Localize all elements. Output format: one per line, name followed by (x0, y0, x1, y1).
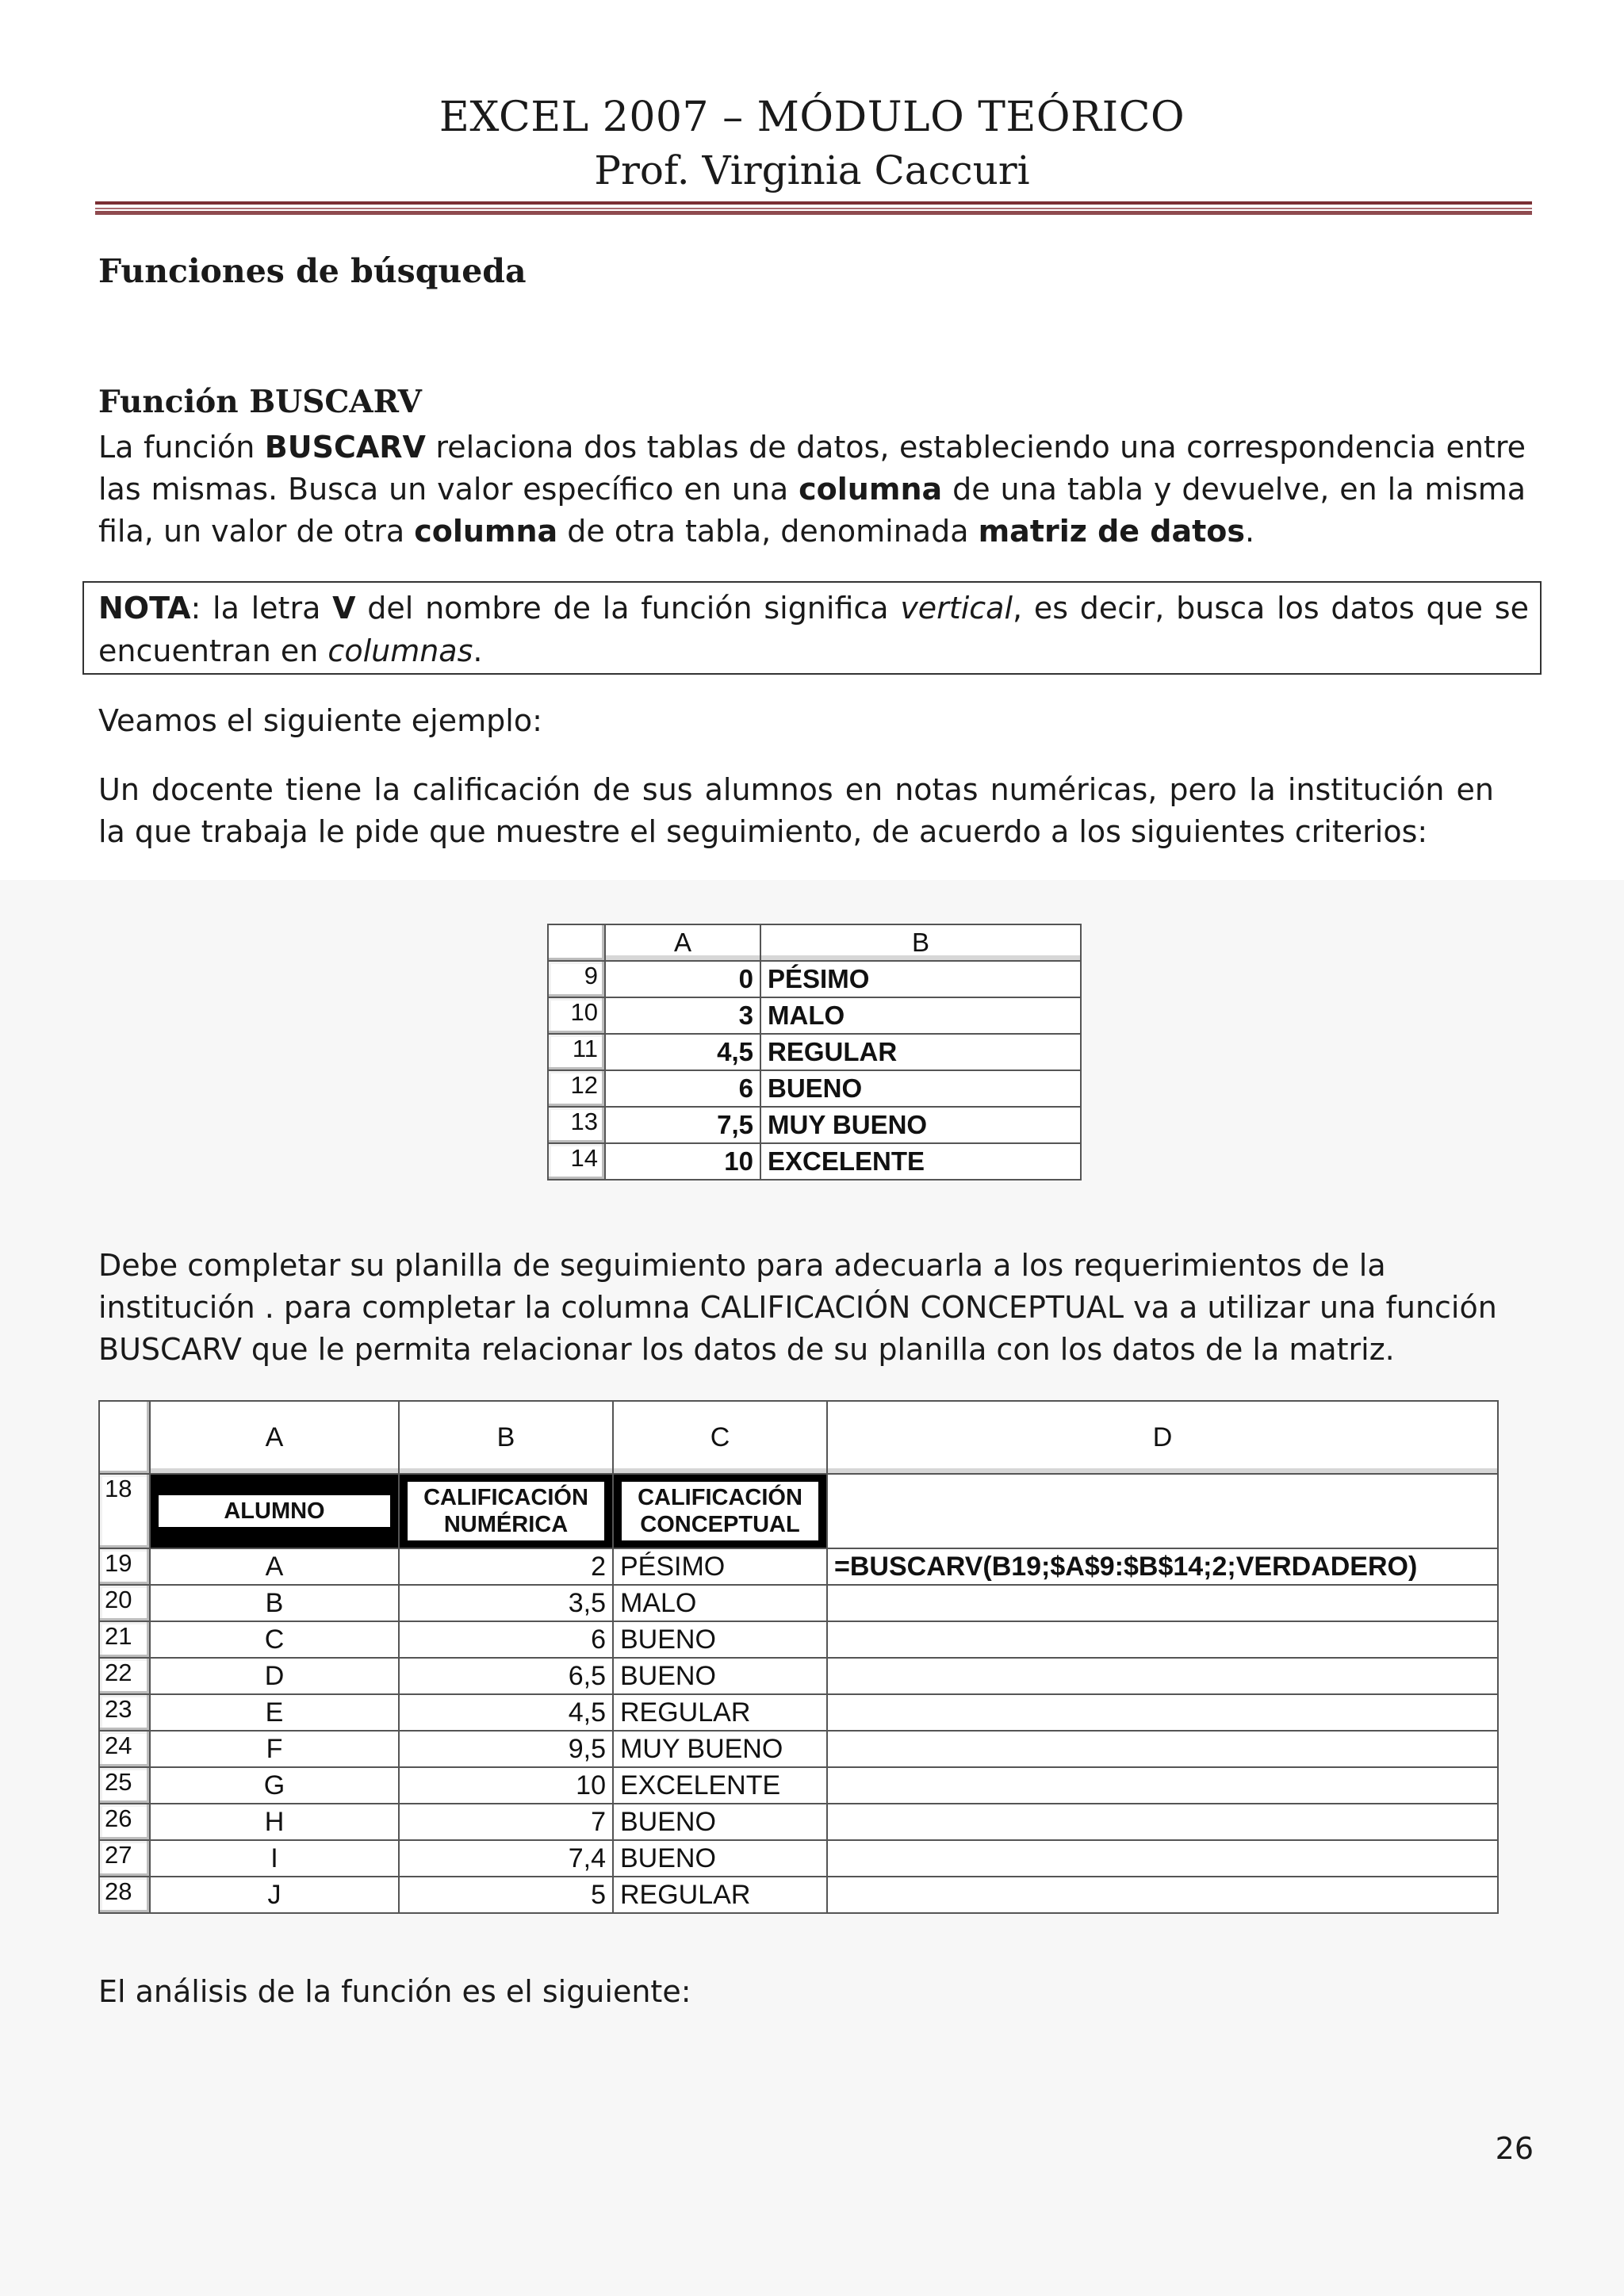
grades-table-row (99, 1658, 1498, 1694)
criteria-row-header[interactable]: 11 (548, 1034, 605, 1070)
note-italic-columnas: columnas (327, 633, 473, 668)
example-text: Un docente tiene la calificación de sus alumnos en notas numéricas, pero la institución en la que trabaja le pide que muestre el seguimiento, de acuerdo a los siguientes criterios: (98, 772, 1494, 849)
grades-table-row (99, 1585, 1498, 1621)
grades-table-row (99, 1840, 1498, 1877)
note-text-3: , es decir, busca los datos que se encuentran en (98, 591, 1529, 668)
criteria-corner-cell[interactable] (548, 924, 605, 961)
grades-row-header[interactable]: 27 (99, 1840, 150, 1877)
header-rule-bottom (95, 211, 1532, 215)
criteria-label-cell[interactable]: MALO (760, 997, 1081, 1034)
grades-header-alumno: ALUMNO (159, 1495, 390, 1527)
criteria-row-header[interactable]: 13 (548, 1107, 605, 1143)
grades-d-cell[interactable] (827, 1694, 1498, 1731)
grades-grade-cell[interactable]: 7 (399, 1804, 613, 1840)
grades-student-cell[interactable]: I (150, 1840, 399, 1877)
grades-header-conceptual: CALIFICACIÓN CONCEPTUAL (622, 1482, 818, 1540)
grades-row-header[interactable]: 22 (99, 1658, 150, 1694)
grades-student-cell[interactable]: E (150, 1694, 399, 1731)
subsection-title: Función BUSCARV (98, 384, 422, 420)
criteria-label-cell[interactable]: MUY BUENO (760, 1107, 1081, 1143)
analysis-text: El análisis de la función es el siguiente: (98, 1974, 691, 2009)
note-letter: V (332, 591, 356, 626)
grades-grade-cell[interactable]: 9,5 (399, 1731, 613, 1767)
grades-student-cell[interactable]: J (150, 1877, 399, 1913)
intro-text-5: . (1245, 514, 1255, 549)
criteria-row-header[interactable]: 12 (548, 1070, 605, 1107)
criteria-table-body (548, 924, 1081, 1180)
intro-bold-buscarv: BUSCARV (264, 430, 426, 465)
grades-corner-cell[interactable] (99, 1401, 150, 1474)
criteria-table-row (548, 1034, 1081, 1070)
criteria-value-cell[interactable]: 7,5 (605, 1107, 760, 1143)
grades-table-row (99, 1877, 1498, 1913)
grades-row-header[interactable]: 20 (99, 1585, 150, 1621)
grades-table-row (99, 1731, 1498, 1767)
grades-row-header[interactable]: 28 (99, 1877, 150, 1913)
grades-table-row (99, 1548, 1498, 1585)
criteria-label-cell[interactable]: REGULAR (760, 1034, 1081, 1070)
grades-d-cell[interactable] (827, 1621, 1498, 1658)
criteria-value-cell[interactable]: 10 (605, 1143, 760, 1180)
intro-text-3: de una tabla y devuelve, en la misma fila, un valor de otra (98, 472, 1526, 549)
criteria-label-cell[interactable]: EXCELENTE (760, 1143, 1081, 1180)
note-text-2: del nombre de la función significa (355, 591, 901, 626)
grades-d-cell[interactable] (827, 1585, 1498, 1621)
criteria-row-header[interactable]: 9 (548, 961, 605, 997)
intro-text-1: La función (98, 430, 265, 465)
grades-student-cell[interactable]: F (150, 1731, 399, 1767)
grades-col-header-row (99, 1401, 1498, 1474)
grades-col-header-d[interactable]: D (827, 1401, 1498, 1474)
grades-table-row (99, 1767, 1498, 1804)
grades-concept-cell[interactable]: MUY BUENO (613, 1731, 827, 1767)
grades-grade-cell[interactable]: 2 (399, 1548, 613, 1585)
grades-student-cell[interactable]: G (150, 1767, 399, 1804)
grades-student-cell[interactable]: H (150, 1804, 399, 1840)
page-number: 26 (1495, 2131, 1534, 2166)
criteria-table-row (548, 1143, 1081, 1180)
document-title: EXCEL 2007 – MÓDULO TEÓRICO (439, 94, 1185, 141)
grades-header-numerica: CALIFICACIÓN NUMÉRICA (408, 1482, 604, 1540)
grades-student-cell[interactable]: D (150, 1658, 399, 1694)
criteria-col-header-a[interactable]: A (605, 924, 760, 961)
grades-table-row (99, 1804, 1498, 1840)
criteria-value-cell[interactable]: 4,5 (605, 1034, 760, 1070)
grades-row-header[interactable]: 19 (99, 1548, 150, 1585)
grades-table-row (99, 1694, 1498, 1731)
grades-concept-cell[interactable]: PÉSIMO (613, 1548, 827, 1585)
grades-col-header-a[interactable]: A (150, 1401, 399, 1474)
grades-table-row (99, 1621, 1498, 1658)
grades-table-body (99, 1401, 1498, 1913)
note-text (98, 587, 1529, 672)
grades-concept-cell[interactable]: BUENO (613, 1804, 827, 1840)
criteria-table (547, 924, 1082, 1181)
note-italic-vertical: vertical (900, 591, 1013, 626)
grades-table (98, 1400, 1499, 1914)
grades-row-header[interactable]: 18 (99, 1474, 150, 1548)
grades-header-cell-numerica[interactable] (399, 1474, 613, 1548)
grades-d-cell[interactable] (827, 1877, 1498, 1913)
intro-text-4: de otra tabla, denominada (557, 514, 979, 549)
criteria-value-cell[interactable]: 6 (605, 1070, 760, 1107)
section-title: Funciones de búsqueda (98, 252, 527, 290)
grades-grade-cell[interactable]: 6,5 (399, 1658, 613, 1694)
formula-cell[interactable]: =BUSCARV(B19;$A$9:$B$14;2;VERDADERO) (827, 1548, 1498, 1585)
criteria-table-row (548, 961, 1081, 997)
header-rule-thin (95, 208, 1532, 209)
grades-grade-cell[interactable]: 7,4 (399, 1840, 613, 1877)
criteria-row-header[interactable]: 14 (548, 1143, 605, 1180)
criteria-col-header-row (548, 924, 1081, 961)
intro-bold-matriz: matriz de datos (978, 514, 1246, 549)
note-box (82, 581, 1542, 675)
grades-concept-cell[interactable]: REGULAR (613, 1694, 827, 1731)
grades-grade-cell[interactable]: 10 (399, 1767, 613, 1804)
intro-bold-columna-2: columna (414, 514, 558, 549)
criteria-value-cell[interactable]: 3 (605, 997, 760, 1034)
grades-student-cell[interactable]: B (150, 1585, 399, 1621)
grades-concept-cell[interactable]: BUENO (613, 1621, 827, 1658)
criteria-label-cell[interactable]: PÉSIMO (760, 961, 1081, 997)
grades-concept-cell[interactable]: BUENO (613, 1658, 827, 1694)
grades-concept-cell[interactable]: REGULAR (613, 1877, 827, 1913)
note-text-4: . (473, 633, 483, 668)
grades-header-row (99, 1474, 1498, 1548)
grades-concept-cell[interactable]: EXCELENTE (613, 1767, 827, 1804)
intro-text-2: relaciona dos tablas de datos, estableciendo una correspondencia entre las mismas. Busca un valor específico en una (98, 430, 1526, 507)
note-text-1: : la letra (190, 591, 333, 626)
note-label: NOTA (98, 591, 191, 626)
document-author: Prof. Virginia Caccuri (594, 147, 1030, 193)
grades-header-cell-conceptual[interactable] (613, 1474, 827, 1548)
completion-text: Debe completar su planilla de seguimiento para adecuarla a los requerimientos de la institución . para completar la columna CALIFICACIÓN CONCEPTUAL va a utilizar una función BUSCARV que le permita relacionar los datos de su planilla con los datos de la matriz. (98, 1248, 1497, 1367)
criteria-label-cell[interactable]: BUENO (760, 1070, 1081, 1107)
grades-col-header-c[interactable]: C (613, 1401, 827, 1474)
grades-row-header[interactable]: 24 (99, 1731, 150, 1767)
grades-header-cell-alumno[interactable] (150, 1474, 399, 1548)
grades-d-cell[interactable] (827, 1804, 1498, 1840)
grades-d-cell[interactable] (827, 1731, 1498, 1767)
grades-concept-cell[interactable]: MALO (613, 1585, 827, 1621)
example-intro: Veamos el siguiente ejemplo: (98, 703, 542, 738)
grades-d-cell[interactable] (827, 1658, 1498, 1694)
criteria-table-row (548, 1107, 1081, 1143)
grades-grade-cell[interactable]: 6 (399, 1621, 613, 1658)
grades-row-header[interactable]: 26 (99, 1804, 150, 1840)
grades-header-cell-d[interactable] (827, 1474, 1498, 1548)
criteria-value-cell[interactable]: 0 (605, 961, 760, 997)
grades-row-header[interactable]: 23 (99, 1694, 150, 1731)
criteria-col-header-b[interactable]: B (760, 924, 1081, 961)
grades-student-cell[interactable]: C (150, 1621, 399, 1658)
grades-concept-cell[interactable]: BUENO (613, 1840, 827, 1877)
grades-d-cell[interactable] (827, 1767, 1498, 1804)
grades-row-header[interactable]: 21 (99, 1621, 150, 1658)
grades-col-header-b[interactable]: B (399, 1401, 613, 1474)
criteria-table-row (548, 997, 1081, 1034)
criteria-table-row (548, 1070, 1081, 1107)
grades-grade-cell[interactable]: 5 (399, 1877, 613, 1913)
criteria-row-header[interactable]: 10 (548, 997, 605, 1034)
intro-paragraph (98, 427, 1526, 553)
grades-d-cell[interactable] (827, 1840, 1498, 1877)
grades-grade-cell[interactable]: 4,5 (399, 1694, 613, 1731)
header-rule-thick (95, 201, 1532, 205)
grades-student-cell[interactable]: A (150, 1548, 399, 1585)
intro-bold-columna-1: columna (799, 472, 943, 507)
grades-grade-cell[interactable]: 3,5 (399, 1585, 613, 1621)
grades-row-header[interactable]: 25 (99, 1767, 150, 1804)
